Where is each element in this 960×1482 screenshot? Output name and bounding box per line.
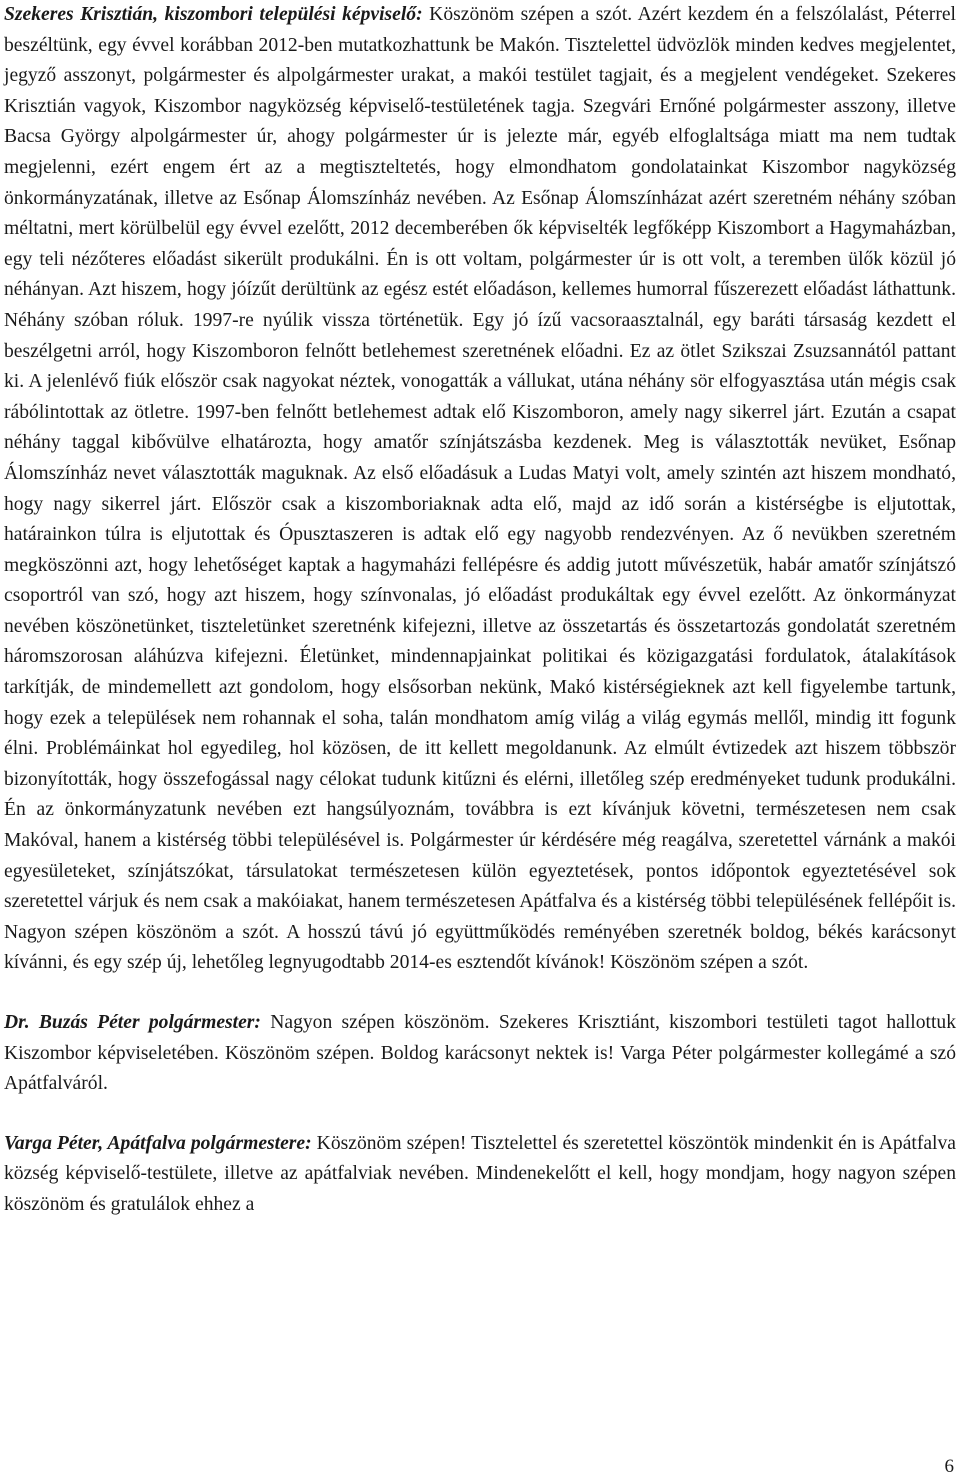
paragraph-varga — [4, 1129, 956, 1221]
speech-buzas: Nagyon szépen köszönöm. Szekeres Krisztiánt, kiszombori testületi tagot hallottuk Kiszombor képviseletében. Köszönöm szépen. Boldog karácsonyt nektek is! Varga Péter polgármester kollegámé a szó Apátfalváról. — [4, 1012, 957, 1095]
speech-varga: Köszönöm szépen! Tisztelettel és szeretettel köszöntök mindenkit én is Apátfalva község képviselő-testülete, illetve az apátfalviak nevében. Mindenekelőtt el kell, hogy mondjam, hogy nagyon szépen köszönöm és gratulálok ehhez a — [4, 1132, 956, 1215]
speaker-buzas: Dr. Buzás Péter polgármester: — [4, 1012, 261, 1033]
speaker-szekeres: Szekeres Krisztián, kiszombori települési képviselő: — [4, 4, 423, 25]
speech-szekeres: Köszönöm szépen a szót. Azért kezdem én a felszólalást, Péterrel beszéltünk, egy évvel korábban 2012-ben mutatkozhattunk be Makón. Tisztelettel üdvözlök minden kedves megjelentet, jegyző asszonyt, polgármester és alpolgármester urakat, a makói testület tagjait, és a megjelent vendégeket. Szekeres Krisztián vagyok, Kiszombor nagyközség képviselő-testületének tagja. Szegvári Ernőné polgármester asszony, illetve Bacsa György alpolgármester úr, ahogy polgármester úr is jelezte már, egyéb elfoglaltsága miatt ma nem tudtak megjelenni, ezért engem ért az a megtiszteltetés, hogy elmondhatom gondolatainkat Kiszombor nagyközség önkormányzatának, illetve az Esőnap Álomszínház nevében. Az Esőnap Álomszínházat azért szeretném néhány szóban méltatni, mert körülbelül egy évvel ezelőtt, 2012 decemberében ők képviselték legfőképp Kiszombort a Hagymaházban, egy teli nézőteres előadást sikerült produkálni. Én is ott voltam, polgármester úr is ott volt, a teremben ülők közül jó néhányan. Azt hiszem, hogy jóízűt derültünk az egész estét előadáson, kellemes humorral fűszerezett előadást láthattunk. Néhány szóban róluk. 1997-re nyúlik vissza történetük. Egy jó ízű vacsoraasztalnál, egy baráti társaság kezdett el beszélgetni arról, hogy Kiszomboron felnőtt betlehemest szeretnének előadni. Ez az ötlet Szikszai Zsuzsannától pattant ki. A jelenlévő fiúk először csak nagyokat néztek, vonogatták a vállukat, utána néhány sör elfogyasztása után mégis csak rábólintottak az ötletre. 1997-ben felnőtt betlehemest adtak elő Kiszomboron, amely nagy sikerrel járt. Ezután a csapat néhány taggal kibővülve elhatározta, hogy amatőr színjátszásba kezdenek. Meg is választották nevüket, Esőnap Álomszínház nevet választották maguknak. Az első előadásuk a Ludas Matyi volt, amely szintén azt hiszem mondható, hogy nagy sikerrel járt. Először csak a kiszomboriaknak adta elő, majd az idő során a kistérségbe is eljutottak, határainkon túlra is eljutottak és Ópusztaszeren is adtak elő egy nagyobb rendezvényen. Az ő nevükben szeretném megköszönni azt, hogy lehetőséget kaptak a hagymaházi fellépésre és addig jutott művészetük, habár amatőr színjátszó csoportról van szó, hogy azt hiszem, hogy színvonalas, jó előadást produkáltak egy évvel ezelőtt. Az önkormányzat nevében köszönetünket, tiszteletünket szeretnénk kifejezni, illetve az összetartás és összetartozás gondolatát szeretném háromszorosan aláhúzva kifejezni. Életünket, mindennapjainkat politikai és közigazgatási fordulatok, átalakítások tarkítják, de mindemellett azt gondolom, hogy elsősorban nekünk, Makó kistérségieknek azt kell figyelembe tartunk, hogy ezek a települések nem rohannak el soha, talán mondhatom amíg világ a világ egymás mellől, mindig itt fogunk élni. Problémáinkat hol egyedileg, hol közösen, de itt kellett megoldanunk. Az elmúlt évtizedek azt hiszem többször bizonyították, hogy összefogással nagy célokat tudunk kitűzni és elérni, illetőleg szép eredményeket tudunk produkálni. Én az önkormányzatunk nevében ezt hangsúlyoznám, továbbra is ezt kívánjuk követni, természetesen nem csak Makóval, hanem a kistérség többi településével is. Polgármester úr kérdésére még reagálva, szeretettel várnánk a makói egyesületeket, színjátszókat, társulatokat természetesen külön egyeztetések, pontos időpontok egyeztetésével sok szeretettel várjuk és nem csak a makóiakat, hanem természetesen Apátfalva és a kistérség többi településének fellépőit is. Nagyon szépen köszönöm a szót. A hosszú távú jó együttműködés reményében szeretnék boldog, békés karácsonyt kívánni, és egy szép új, lehetőleg legnyugodtabb 2014-es esztendőt kívánok! Köszönöm szépen a szót. — [4, 4, 956, 974]
page-number: 6 — [944, 1456, 954, 1477]
paragraph-buzas — [4, 1008, 956, 1100]
paragraph-szekeres — [4, 0, 956, 979]
speaker-varga: Varga Péter, Apátfalva polgármestere: — [4, 1132, 312, 1154]
document-page — [4, 0, 956, 1221]
